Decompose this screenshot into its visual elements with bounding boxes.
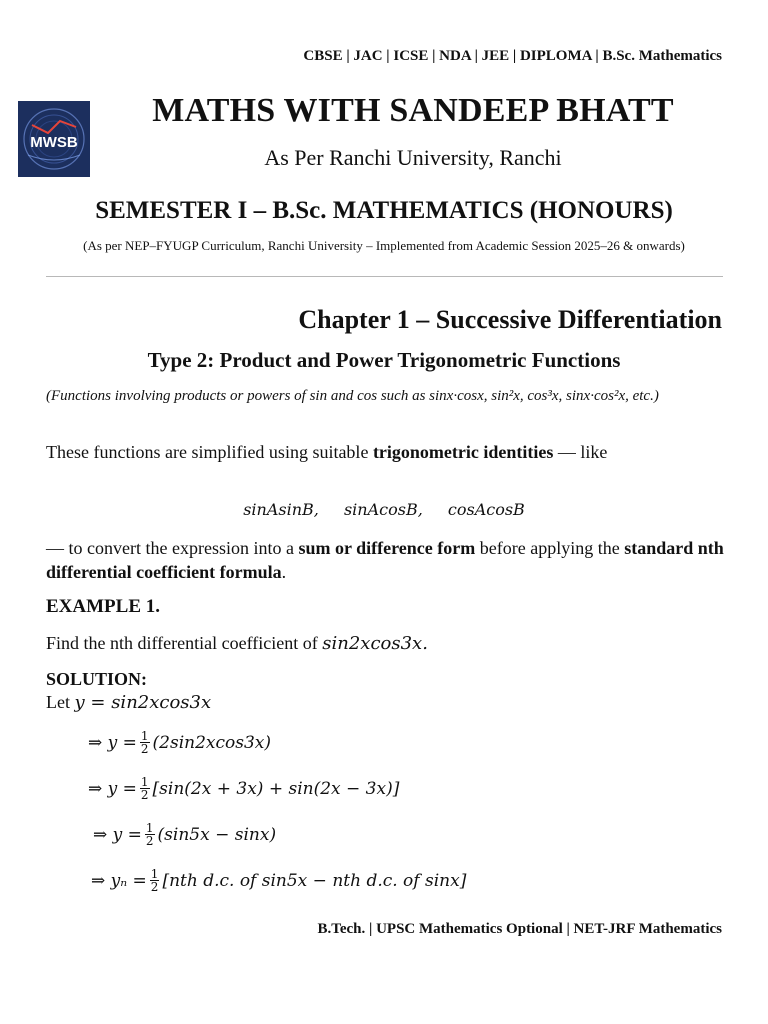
intro-text-after: — like [553,442,608,462]
solution-let [46,692,211,713]
fraction-den: 2 [140,788,149,802]
fraction-half [150,868,160,893]
semester-title: SEMESTER I – B.Sc. MATHEMATICS (HONOURS) [95,197,673,224]
fraction-den: 2 [150,880,159,894]
fraction-den: 2 [140,742,149,756]
step-3-rhs: (sin5x − sinx) [157,824,277,845]
let-text: Let [46,692,75,712]
question-text: Find the nth differential coefficient of [46,633,323,653]
solution-step-4 [91,868,466,893]
logo-text: MWSB [30,134,78,151]
convert-paragraph [46,536,726,584]
fraction-half [140,730,150,755]
convert-text-end: . [281,562,287,582]
fraction-half [140,776,150,801]
fraction-half [145,822,155,847]
step-1-lhs: ⇒ y = [88,732,137,753]
let-math: y = sin2xcos3x [74,692,212,713]
identity-list [0,500,768,519]
step-3-lhs: ⇒ y = [93,824,142,845]
page-subtitle: As Per Ranchi University, Ranchi [264,145,562,170]
convert-bold-1: sum or difference form [298,538,476,558]
curriculum-note: (As per NEP–FYUGP Curriculum, Ranchi University – Implemented from Academic Session 2025–26 & onwards) [83,238,685,253]
courses-footer: B.Tech. | UPSC Mathematics Optional | NET-JRF Mathematics [317,921,722,937]
step-4-rhs: [nth d.c. of sin5x − nth d.c. of sinx] [162,870,467,891]
solution-step-2 [88,776,399,801]
solution-heading: SOLUTION: [46,669,148,689]
example-question [46,633,428,654]
intro-bold: trigonometric identities [372,442,554,462]
step-2-rhs: [sin(2x + 3x) + sin(2x − 3x)] [152,778,400,799]
fraction-den: 2 [145,834,154,848]
divider [46,276,723,277]
example-heading: EXAMPLE 1. [46,596,160,617]
fraction-num: 1 [140,775,149,789]
type-heading: Type 2: Product and Power Trigonometric Functions [147,348,621,372]
step-4-lhs: ⇒ yₙ = [91,870,147,891]
convert-text: — to convert the expression into a [46,538,299,558]
solution-step-1 [88,730,271,755]
chapter-title: Chapter 1 – Successive Differentiation [298,305,722,334]
type-description: (Functions involving products or powers of sin and cos such as sinx·cosx, sin²x, cos³x, sinx·cos²x, etc.) [46,388,659,404]
fraction-num: 1 [145,821,154,835]
step-1-rhs: (2sin2xcos3x) [152,732,272,753]
page-title: MATHS WITH SANDEEP BHATT [152,92,674,129]
question-math: sin2xcos3x. [322,633,428,654]
convert-text-mid: before applying the [475,538,625,558]
convert-bold-2: standard nth differential coefficient formula [46,538,724,582]
identity-2: sinAcosB, [343,500,423,519]
fraction-num: 1 [150,867,159,881]
intro-paragraph [46,440,646,464]
solution-step-3 [93,822,276,847]
identity-3: cosAcosB [447,500,525,519]
intro-text: These functions are simplified using suitable [46,442,373,462]
fraction-num: 1 [140,729,149,743]
courses-header: CBSE | JAC | ICSE | NDA | JEE | DIPLOMA | B.Sc. Mathematics [303,48,722,64]
identity-1: sinAsinB, [243,500,319,519]
step-2-lhs: ⇒ y = [88,778,137,799]
